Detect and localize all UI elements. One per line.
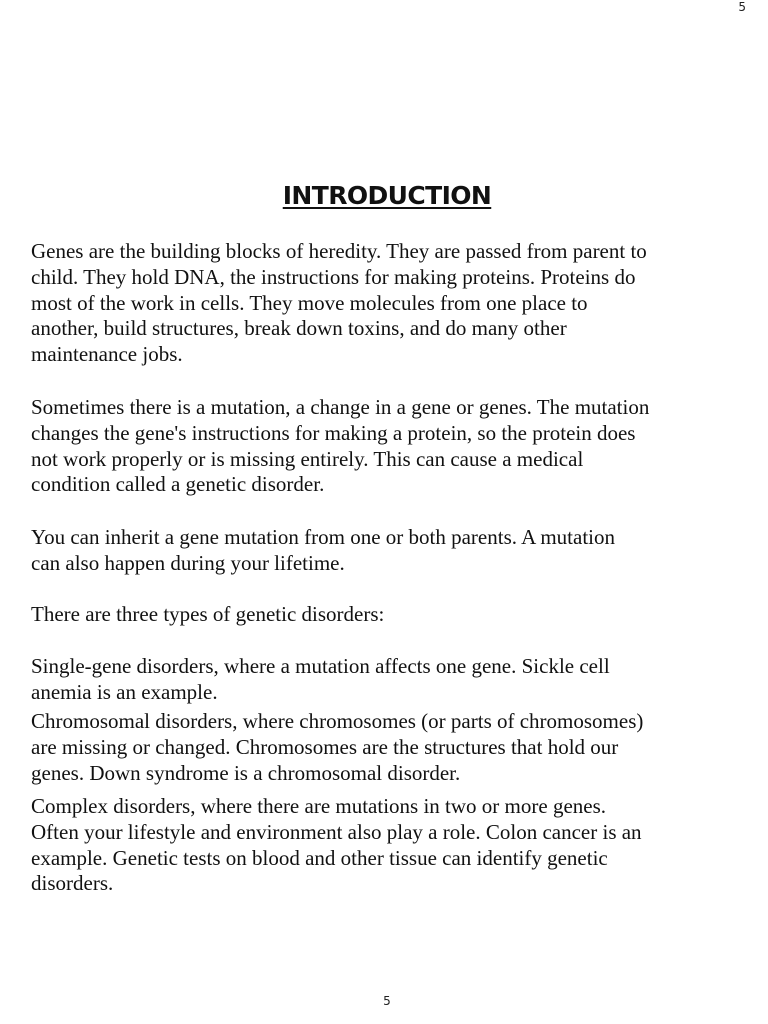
page-title: INTRODUCTION — [282, 180, 492, 210]
list-item-single-gene — [31, 654, 756, 706]
text-line: Often your lifestyle and environment also play a role. Colon cancer is an — [31, 819, 642, 844]
text-line: not work properly or is missing entirely. This can cause a medical — [31, 446, 584, 471]
text-line: Single-gene disorders, where a mutation affects one gene. Sickle cell — [31, 654, 610, 678]
text-line: condition called a genetic disorder. — [31, 472, 325, 497]
text-line: Chromosomal disorders, where chromosomes (or parts of chromosomes) — [31, 709, 644, 733]
page-number-bottom: 5 — [383, 994, 391, 1008]
text-line: can also happen during your lifetime. — [31, 550, 345, 575]
text-line: Complex disorders, where there are mutations in two or more genes. — [31, 794, 607, 818]
text-line: Genes are the building blocks of heredity. They are passed from parent to — [31, 239, 647, 263]
list-item-chromosomal — [31, 709, 756, 786]
text-line: You can inherit a gene mutation from one or both parents. A mutation — [31, 525, 616, 549]
paragraph-inheritance — [31, 525, 756, 577]
text-line: example. Genetic tests on blood and other tissue can identify genetic — [31, 845, 608, 870]
text-line: another, build structures, break down toxins, and do many other — [31, 316, 567, 341]
paragraph-types-intro — [31, 602, 756, 628]
text-line: are missing or changed. Chromosomes are the structures that hold our — [31, 734, 619, 759]
paragraph-mutation — [31, 395, 756, 498]
text-line: child. They hold DNA, the instructions for making proteins. Proteins do — [31, 264, 636, 289]
text-line: Sometimes there is a mutation, a change in a gene or genes. The mutation — [31, 395, 650, 419]
paragraph-genes-intro — [31, 239, 756, 368]
page-number-top: 5 — [738, 0, 746, 14]
text-line: changes the gene's instructions for making a protein, so the protein does — [31, 420, 636, 445]
text-line: There are three types of genetic disorders: — [31, 602, 385, 626]
text-line: disorders. — [31, 871, 114, 896]
list-item-complex — [31, 794, 756, 897]
text-line: maintenance jobs. — [31, 342, 183, 367]
text-line: anemia is an example. — [31, 679, 218, 704]
text-line: genes. Down syndrome is a chromosomal disorder. — [31, 760, 461, 785]
text-line: most of the work in cells. They move molecules from one place to — [31, 290, 588, 315]
